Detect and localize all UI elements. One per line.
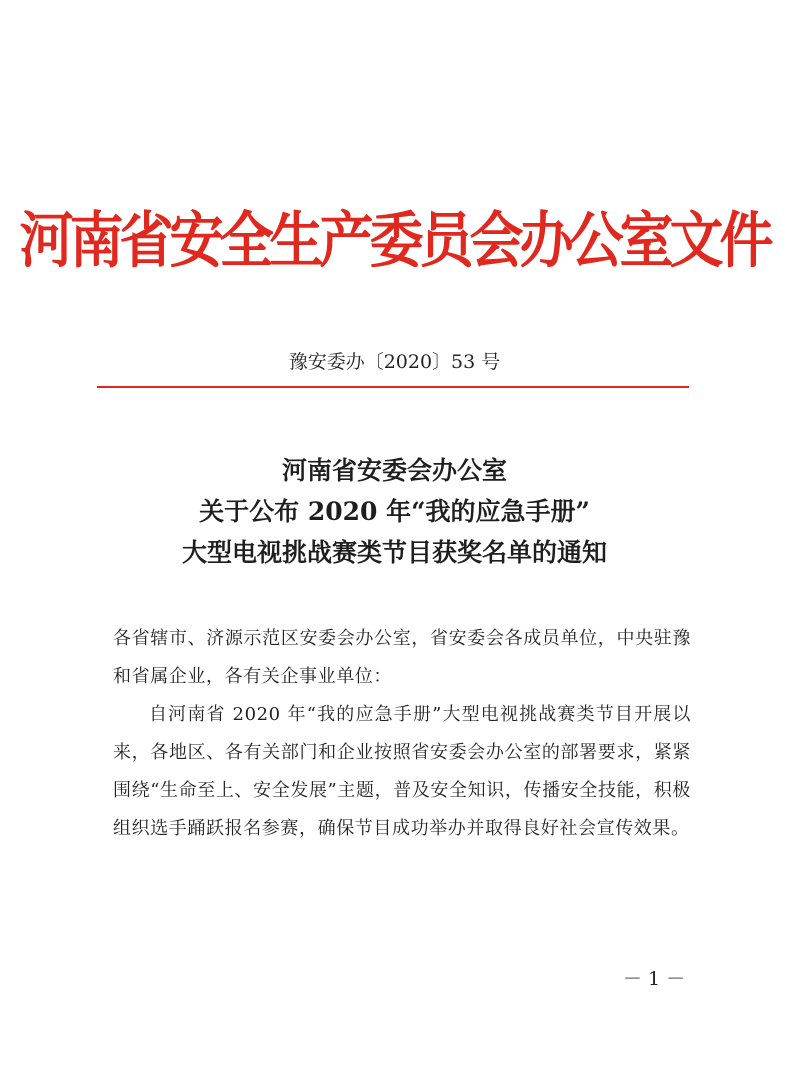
title-line-3: 大型电视挑战赛类节目获奖名单的通知 <box>181 538 607 567</box>
title-line-1: 河南省安委会办公室 <box>281 456 507 485</box>
salutation: 各省辖市、济源示范区安委会办公室，省安委会各成员单位，中央驻豫和省属企业，各有关企事业单位： <box>113 628 691 687</box>
notice-body <box>113 620 691 848</box>
page-number: － 1 － <box>623 968 686 990</box>
body-paragraph-1: 自河南省 2020 年“我的应急手册”大型电视挑战赛类节目开展以来，各地区、各有关部门和企业按照省安委会办公室的部署要求，紧紧围绕“生命至上、安全发展”主题，普及安全知识，传播安全技能，积极组织选手踊跃报名参赛，确保节目成功举办并取得良好社会宣传效果。 <box>113 704 691 839</box>
notice-title <box>0 450 789 573</box>
red-divider-line <box>97 386 689 388</box>
document-number: 豫安委办〔2020〕53 号 <box>288 351 501 373</box>
issuing-office-header: 河南省安全生产委员会办公室文件 <box>19 205 770 276</box>
title-line-2: 关于公布 2020 年“我的应急手册” <box>199 497 590 526</box>
